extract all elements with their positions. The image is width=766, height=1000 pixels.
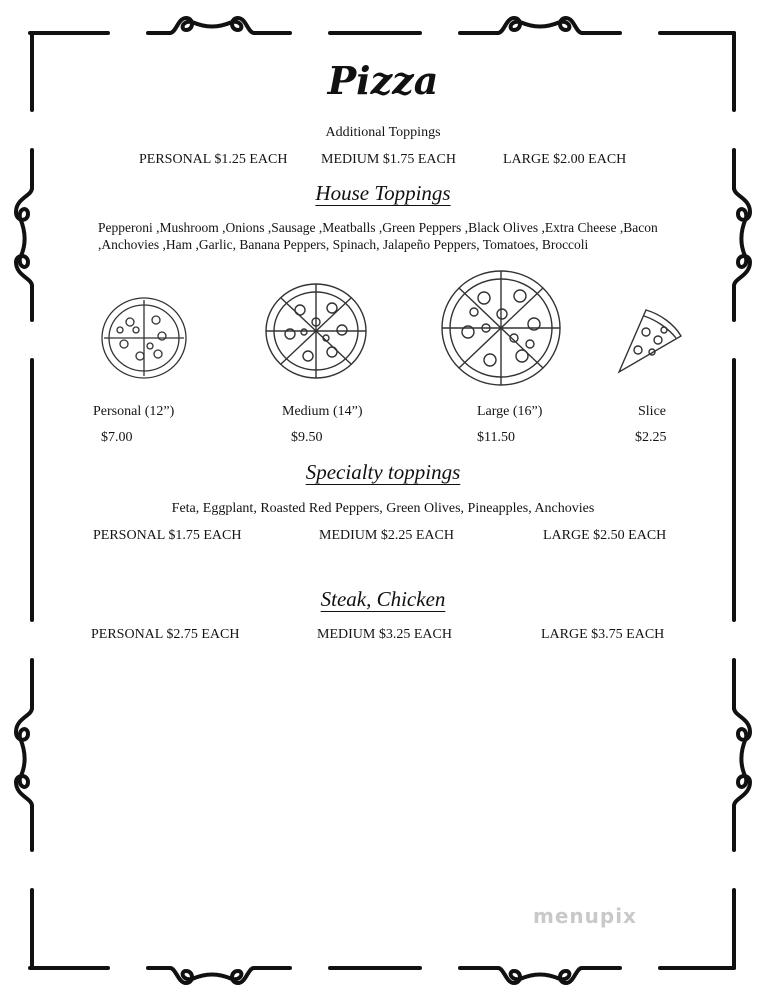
specialty-large-price: LARGE $2.50 EACH — [543, 528, 667, 543]
house-toppings-list: Pepperoni ,Mushroom ,Onions ,Sausage ,Meatballs ,Green Peppers ,Black Olives ,Extra Cheese ,Bacon ,Anchovies ,Ham ,Garlic, Banana Peppers, Spinach, Jalapeño Peppers, Tomatoes, Broccoli — [98, 220, 658, 252]
additional-medium-price: MEDIUM $1.75 EACH — [321, 152, 456, 167]
pizza-slice-icon — [616, 306, 684, 376]
size-large-price: $11.50 — [477, 430, 515, 445]
size-personal-price: $7.00 — [101, 430, 133, 445]
size-slice-label: Slice — [638, 404, 666, 419]
size-large-label: Large (16”) — [477, 404, 543, 419]
specialty-medium-price: MEDIUM $2.25 EACH — [319, 528, 454, 543]
size-medium-price: $9.50 — [291, 430, 323, 445]
house-toppings-heading: House Toppings — [315, 181, 451, 205]
steak-chicken-heading: Steak, Chicken — [320, 587, 446, 611]
additional-toppings-label: Additional Toppings — [325, 125, 441, 140]
watermark: menupix — [533, 904, 637, 928]
steak-personal-price: PERSONAL $2.75 EACH — [91, 627, 240, 642]
size-personal-label: Personal (12”) — [93, 404, 175, 419]
size-medium-label: Medium (14”) — [282, 404, 363, 419]
pizza-large-icon — [440, 268, 562, 388]
specialty-toppings-heading: Specialty toppings — [305, 460, 461, 484]
specialty-toppings-list: Feta, Eggplant, Roasted Red Peppers, Green Olives, Pineapples, Anchovies — [171, 501, 595, 516]
size-slice-price: $2.25 — [635, 430, 667, 445]
additional-personal-price: PERSONAL $1.25 EACH — [139, 152, 288, 167]
pizza-medium-icon — [264, 282, 368, 382]
specialty-personal-price: PERSONAL $1.75 EACH — [93, 528, 242, 543]
menu-title: Pizza — [327, 58, 439, 103]
pizza-personal-icon — [100, 296, 188, 380]
additional-large-price: LARGE $2.00 EACH — [503, 152, 627, 167]
steak-medium-price: MEDIUM $3.25 EACH — [317, 627, 452, 642]
steak-large-price: LARGE $3.75 EACH — [541, 627, 665, 642]
